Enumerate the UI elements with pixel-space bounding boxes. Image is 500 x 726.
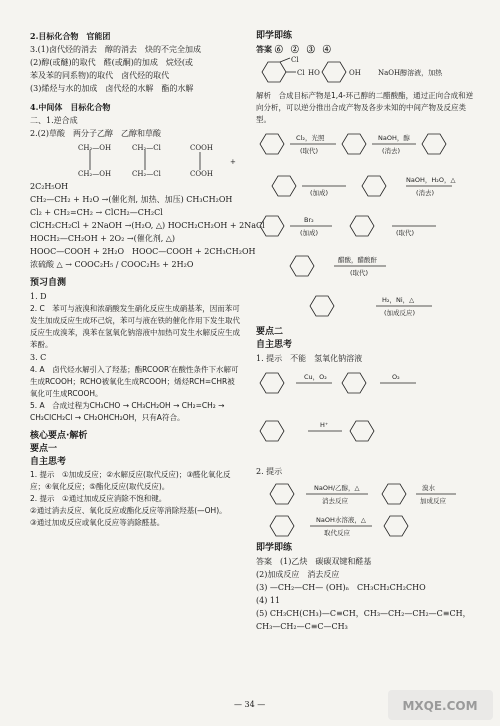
svg-text:MXQE.COM: MXQE.COM xyxy=(402,699,478,713)
svg-text:Cu，O₂: Cu，O₂ xyxy=(304,373,327,381)
svg-text:+: + xyxy=(230,158,236,166)
section-heading: 自主思考 xyxy=(256,340,293,350)
answer-line: CH₂—CH₂ + H₂O →(催化剂, 加热、加压) CH₃CH₂OH xyxy=(30,195,233,204)
explanation: 4. A 卤代烃水解引入了羟基；酯RCOOR′在酸性条件下水解可生成RCOOH；RCHO被氧化生成RCOOH；烯烃RCH=CHR被氧化可生成RCOOH。 xyxy=(30,365,239,398)
svg-text:(取代): (取代) xyxy=(300,147,319,155)
svg-text:Cl: Cl xyxy=(291,56,299,64)
answer-line: 4.中间体 目标化合物 xyxy=(30,102,111,112)
svg-text:(消去): (消去) xyxy=(416,189,435,197)
cyclohexene-route-diagram xyxy=(256,478,478,542)
svg-text:(加成反应): (加成反应) xyxy=(384,309,416,317)
explanation: ②通过消去反应、氧化反应或酯化反应等消除羟基(—OH)。 xyxy=(30,506,227,515)
svg-text:HO: HO xyxy=(308,69,320,77)
svg-text:取代反应: 取代反应 xyxy=(324,529,350,537)
svg-text:H⁺: H⁺ xyxy=(320,421,329,429)
section-heading: 自主思考 xyxy=(30,457,67,467)
answer-line: 苯及苯的同系物)的取代 卤代烃的取代 xyxy=(30,71,170,80)
answer-line: 2C₂H₅OH xyxy=(30,182,69,191)
svg-text:CH₂—Cl: CH₂—Cl xyxy=(132,144,161,152)
answer-line: 答案 (1)乙炔 碳碳双键和醛基 xyxy=(256,557,372,566)
answer-line: HOCH₂—CH₂OH + 2O₂ →(催化剂, △) xyxy=(30,234,176,243)
svg-text:(加成): (加成) xyxy=(310,189,329,197)
svg-text:加成反应: 加成反应 xyxy=(420,497,446,505)
answer-line: (2)加成反应 消去反应 xyxy=(256,570,340,579)
svg-text:O₂: O₂ xyxy=(392,373,400,381)
watermark-logo xyxy=(388,690,493,720)
svg-text:CH₂—Cl: CH₂—Cl xyxy=(132,170,161,178)
explanation: 1. 提示 ①加成反应；②水解反应(取代反应)；③醛化氧化反应；④氧化反应；⑤酯化反应(取代反应)。 xyxy=(30,470,231,491)
svg-text:CH₂—OH: CH₂—OH xyxy=(78,144,112,152)
answer-line: 1. 提示 不能 氢氧化钠溶液 xyxy=(256,354,363,363)
svg-text:溴水: 溴水 xyxy=(422,484,435,492)
section-heading: 要点一 xyxy=(30,444,58,454)
section-heading: 核心要点·解析 xyxy=(30,431,88,441)
answer-line: (3) —CH₂—CH— (OH)ₙ CH₃CH₂CH₂CHO xyxy=(256,583,426,592)
svg-text:Cl₂，光照: Cl₂，光照 xyxy=(296,134,325,142)
section-heading: 要点二 xyxy=(256,327,284,337)
svg-text:H₂，Ni，△: H₂，Ni，△ xyxy=(382,296,415,304)
answer-line: Cl₂ + CH₂=CH₂ → ClCH₂—CH₂Cl xyxy=(30,208,163,217)
svg-text:(取代): (取代) xyxy=(396,229,415,237)
svg-text:Br₂: Br₂ xyxy=(304,216,314,224)
svg-text:(加成): (加成) xyxy=(300,229,319,237)
svg-text:NaOH/乙醇，△: NaOH/乙醇，△ xyxy=(314,484,360,492)
answer-line: 2. 提示 xyxy=(256,467,283,476)
svg-text:NaOH，H₂O，△: NaOH，H₂O，△ xyxy=(406,176,456,184)
answer-line: (4) 11 xyxy=(256,596,281,605)
phenol-route-diagram xyxy=(256,365,478,465)
answer-line: (5) CH₃CH(CH₃)—C≡CH，CH₃—CH₂—CH₂—C≡CH， xyxy=(256,609,471,618)
answer-line: 3. C xyxy=(30,353,47,362)
explanation: 解析 合成目标产物是1,4-环己醇的二醋酸酯，通过正向合成和逆向分析，可以逆分推出合成产物及各步未知的中间产物及反应类型。 xyxy=(256,91,474,124)
explanation: 2. 提示 ①通过加成反应消除不饱和键。 xyxy=(30,494,167,503)
section-heading: 即学即练 xyxy=(256,31,293,41)
svg-text:NaOH，醇: NaOH，醇 xyxy=(378,134,410,142)
explanation: 5. A 合成过程为CH₃CHO → CH₃CH₂OH → CH₂=CH₂ → CH₂ClCH₂Cl → CH₂OHCH₂OH，只有A符合。 xyxy=(30,401,225,422)
answer-line: 2.(2)草酸 两分子乙醇 乙醇和草酸 xyxy=(30,129,161,138)
svg-text:(取代): (取代) xyxy=(350,269,369,277)
explanation: 2. C 苯可与液溴和浓硝酸发生硝化反应生成硝基苯，因而苯可发生加成反应生成环己烷，苯可与液在铁的催化作用下发生取代反应生成溴苯，溴苯在氢氧化钠溶液中加热可发生水解反应生成苯酚。 xyxy=(30,304,240,349)
svg-text:醋酸，醋酸酐: 醋酸，醋酸酐 xyxy=(338,256,377,264)
answer-line: 2.目标化合物 官能团 xyxy=(30,31,111,41)
answer-line: (3)烯烃与水的加成 卤代烃的水解 酯的水解 xyxy=(30,84,194,93)
dichlorocyclohexane-structure xyxy=(256,56,478,90)
svg-text:Cl: Cl xyxy=(297,69,305,77)
answer-line: 3.(1)卤代烃的消去 醇的消去 炔的不完全加成 xyxy=(30,45,201,54)
section-heading: 即学即练 xyxy=(256,543,293,553)
page-number: — 34 — xyxy=(234,700,266,709)
answer-line: 二、1.逆合成 xyxy=(30,116,78,125)
answer-line: CH₃—CH₂—C≡C—CH₃ xyxy=(256,622,348,631)
right-column xyxy=(256,30,478,633)
explanation: ③通过加成反应或氧化反应等消除醛基。 xyxy=(30,518,165,527)
svg-text:OH: OH xyxy=(349,69,361,77)
answer-line: 浓硫酸 △ → COOC₂H₅ / COOC₂H₅ + 2H₂O xyxy=(30,260,194,269)
svg-text:COOH: COOH xyxy=(190,144,213,152)
svg-text:CH₂—OH: CH₂—OH xyxy=(78,170,112,178)
svg-text:NaOH水溶液，△: NaOH水溶液，△ xyxy=(316,516,366,524)
answer-line: HOOC—COOH + 2H₂O HOOC—COOH + 2CH₃CH₂OH xyxy=(30,247,256,256)
svg-text:(消去): (消去) xyxy=(382,147,401,155)
answer-line: 答案 ⑥ ② ③ ④ xyxy=(256,44,331,54)
svg-text:COOH: COOH xyxy=(190,170,213,178)
section-heading: 预习自测 xyxy=(30,278,67,288)
answer-line: (2)醇(或醚)的取代 醛(或酮)的加成 烷烃(或 xyxy=(30,58,193,67)
condition-label: NaOH醇溶液，加热 xyxy=(378,69,443,77)
synthesis-route-diagram xyxy=(256,126,478,326)
answer-line: ClCH₂CH₂Cl + 2NaOH →(H₂O, △) HOCH₂CH₂OH + 2NaCl xyxy=(30,221,265,230)
oxalate-structures xyxy=(30,140,240,180)
answer-line: 1. D xyxy=(30,292,47,301)
left-column xyxy=(30,30,265,529)
svg-text:消去反应: 消去反应 xyxy=(322,497,348,505)
